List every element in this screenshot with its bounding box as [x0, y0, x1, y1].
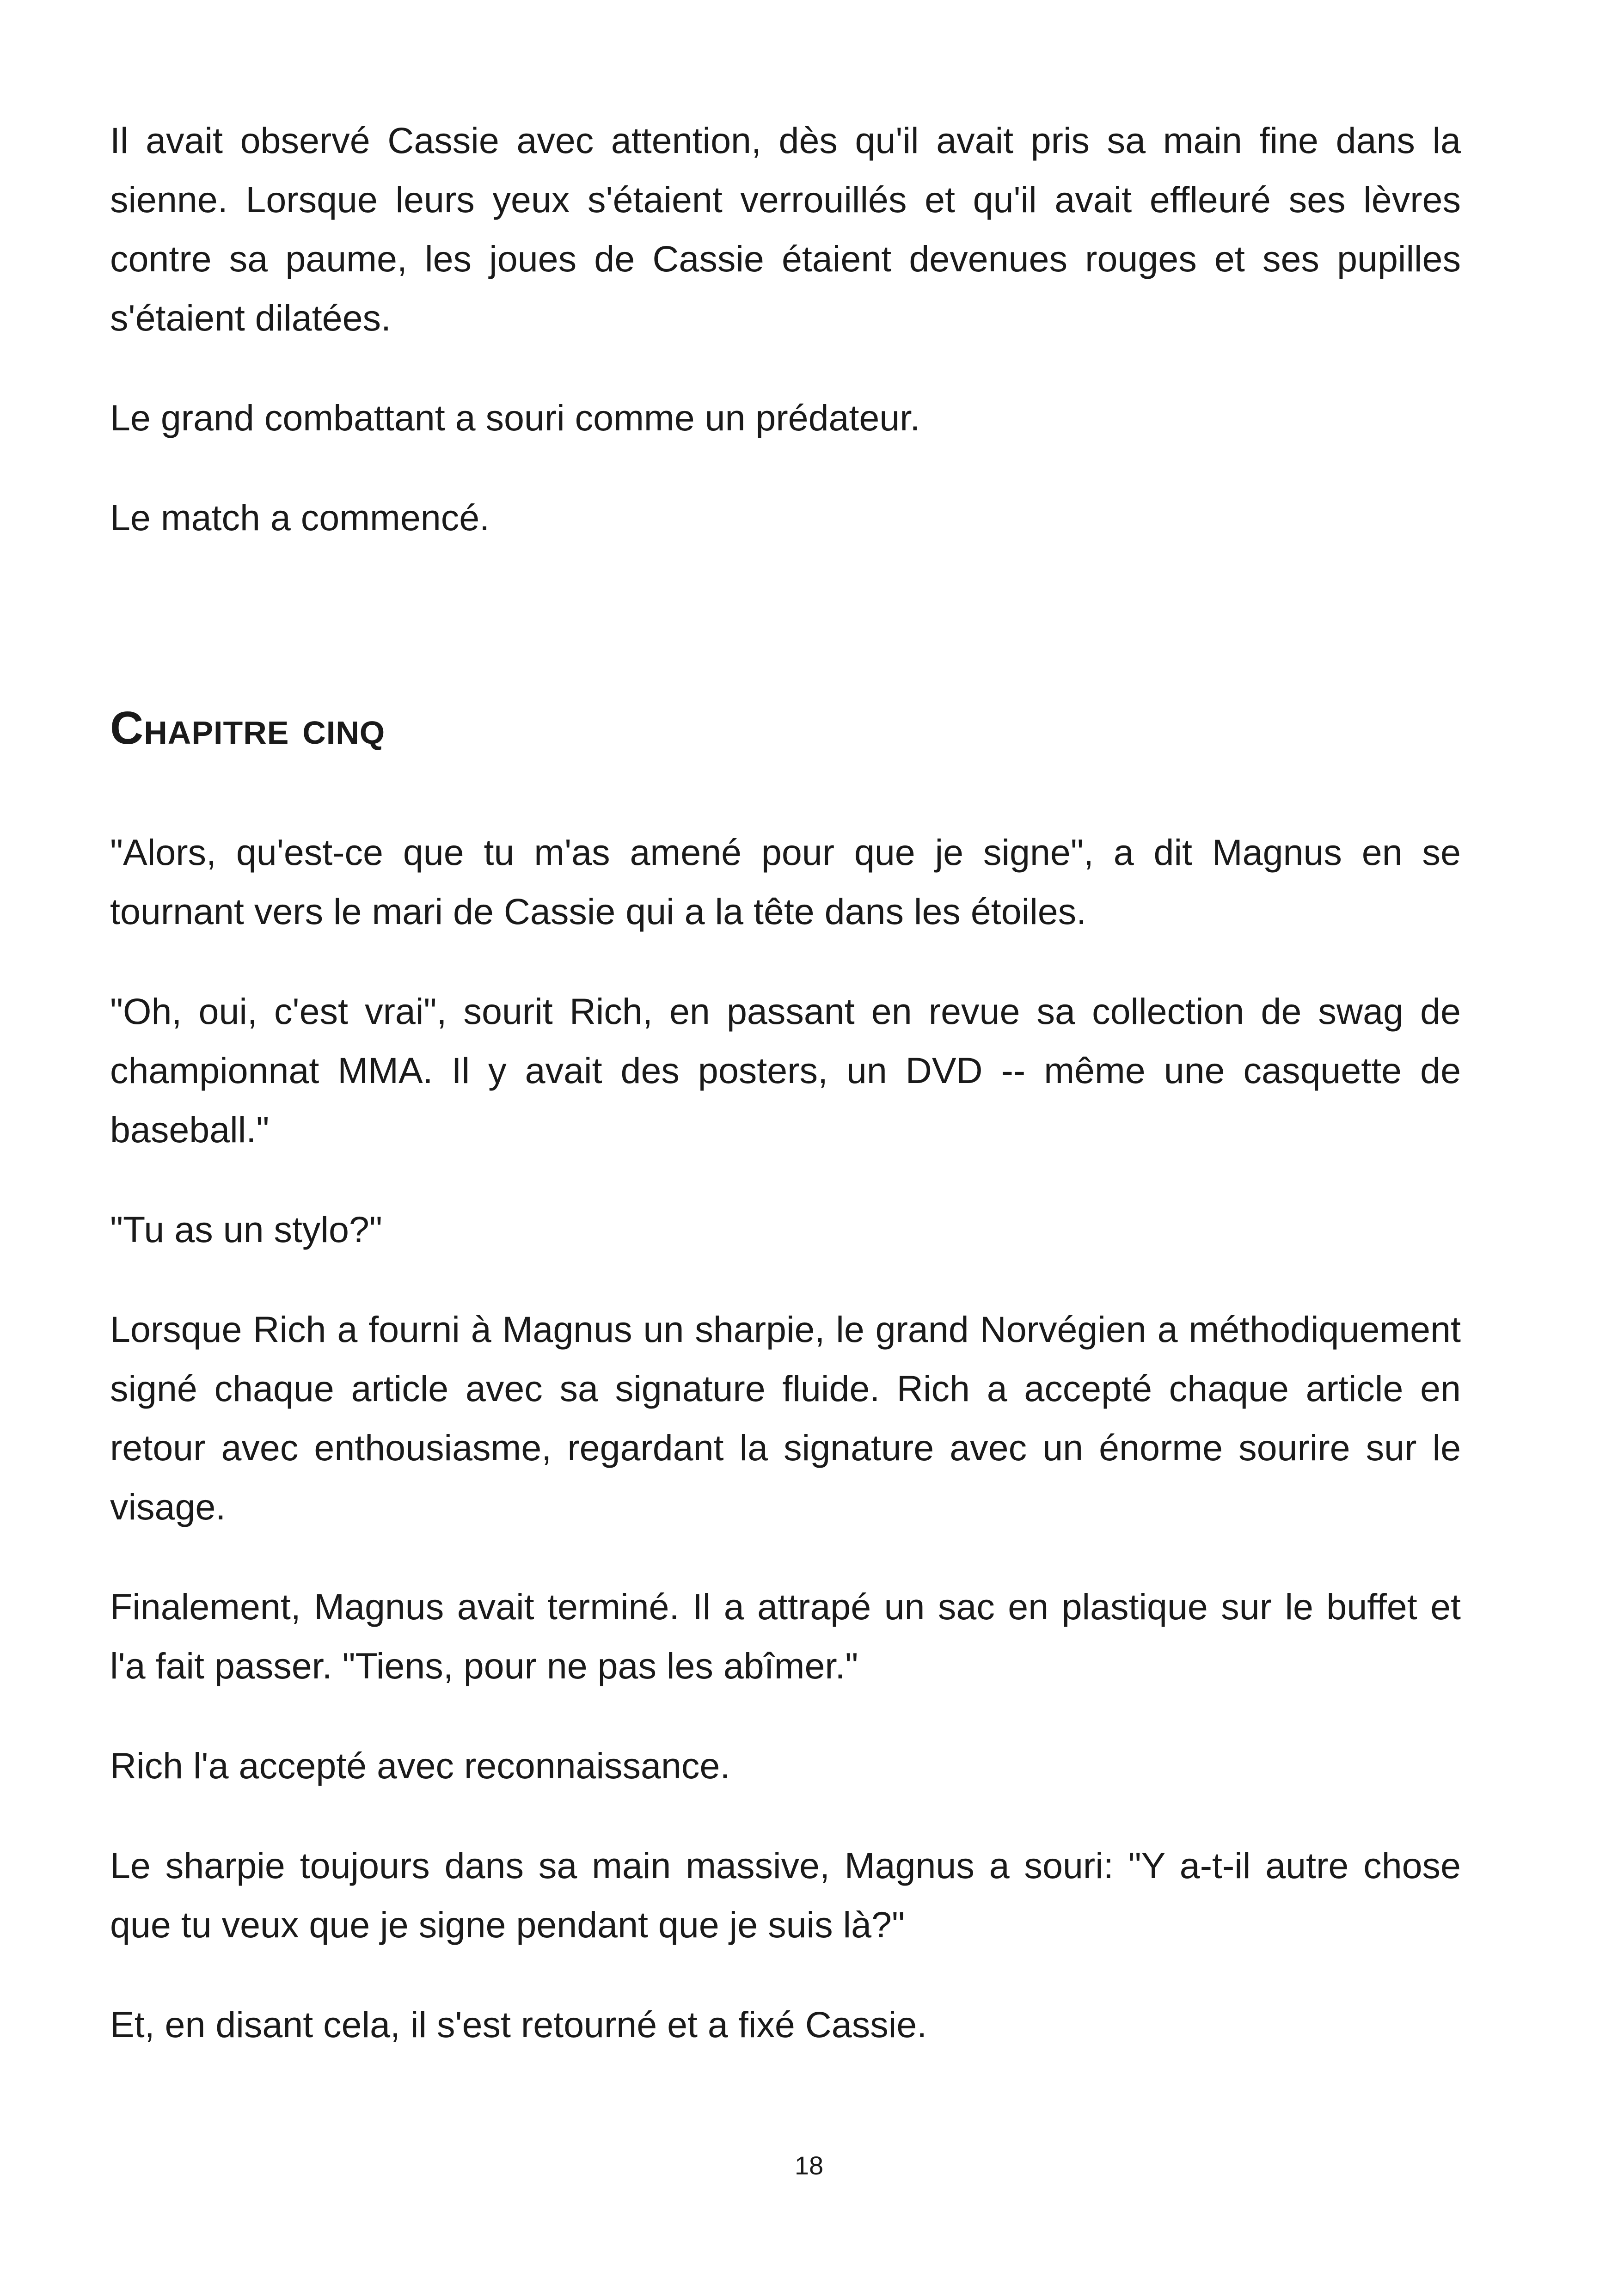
paragraph: "Alors, qu'est-ce que tu m'as amené pour que je signe", a dit Magnus en se tournant vers le mari de Cassie qui a la tête dans les étoiles.: [110, 832, 1461, 932]
paragraph: Rich l'a accepté avec reconnaissance.: [110, 1745, 730, 1786]
chapter-body: [110, 823, 1461, 2095]
page-number: 18: [794, 2151, 824, 2180]
paragraph: "Oh, oui, c'est vrai", sourit Rich, en passant en revue sa collection de swag de championnat MMA. Il y avait des posters, un DVD -- même une casquette de baseball.": [110, 991, 1461, 1150]
paragraph: Le match a commencé.: [110, 497, 490, 538]
paragraph: Il avait observé Cassie avec attention, dès qu'il avait pris sa main fine dans la sienne. Lorsque leurs yeux s'étaient verrouillés et qu'il avait effleuré ses lèvres contre sa paume, les joues de Cassie étaient devenues rouges et ses pupilles s'étaient dilatées.: [110, 120, 1461, 338]
paragraph: Finalement, Magnus avait terminé. Il a attrapé un sac en plastique sur le buffet et l'a fait passer. "Tiens, pour ne pas les abîmer.": [110, 1586, 1461, 1686]
paragraph: Et, en disant cela, il s'est retourné et a fixé Cassie.: [110, 2004, 927, 2045]
paragraph: Le grand combattant a souri comme un prédateur.: [110, 397, 920, 438]
intro-section: [110, 111, 1461, 588]
paragraph: "Tu as un stylo?": [110, 1209, 382, 1250]
chapter-heading: Chapitre cinq: [110, 702, 386, 754]
paragraph: Lorsque Rich a fourni à Magnus un sharpie, le grand Norvégien a méthodiquement signé chaque article avec sa signature fluide. Rich a accepté chaque article en retour avec enthousiasme, regardant la signature avec un énorme sourire sur le visage.: [110, 1309, 1461, 1527]
paragraph: Le sharpie toujours dans sa main massive, Magnus a souri: "Y a-t-il autre chose que tu veux que je signe pendant que je suis là?": [110, 1845, 1461, 1945]
